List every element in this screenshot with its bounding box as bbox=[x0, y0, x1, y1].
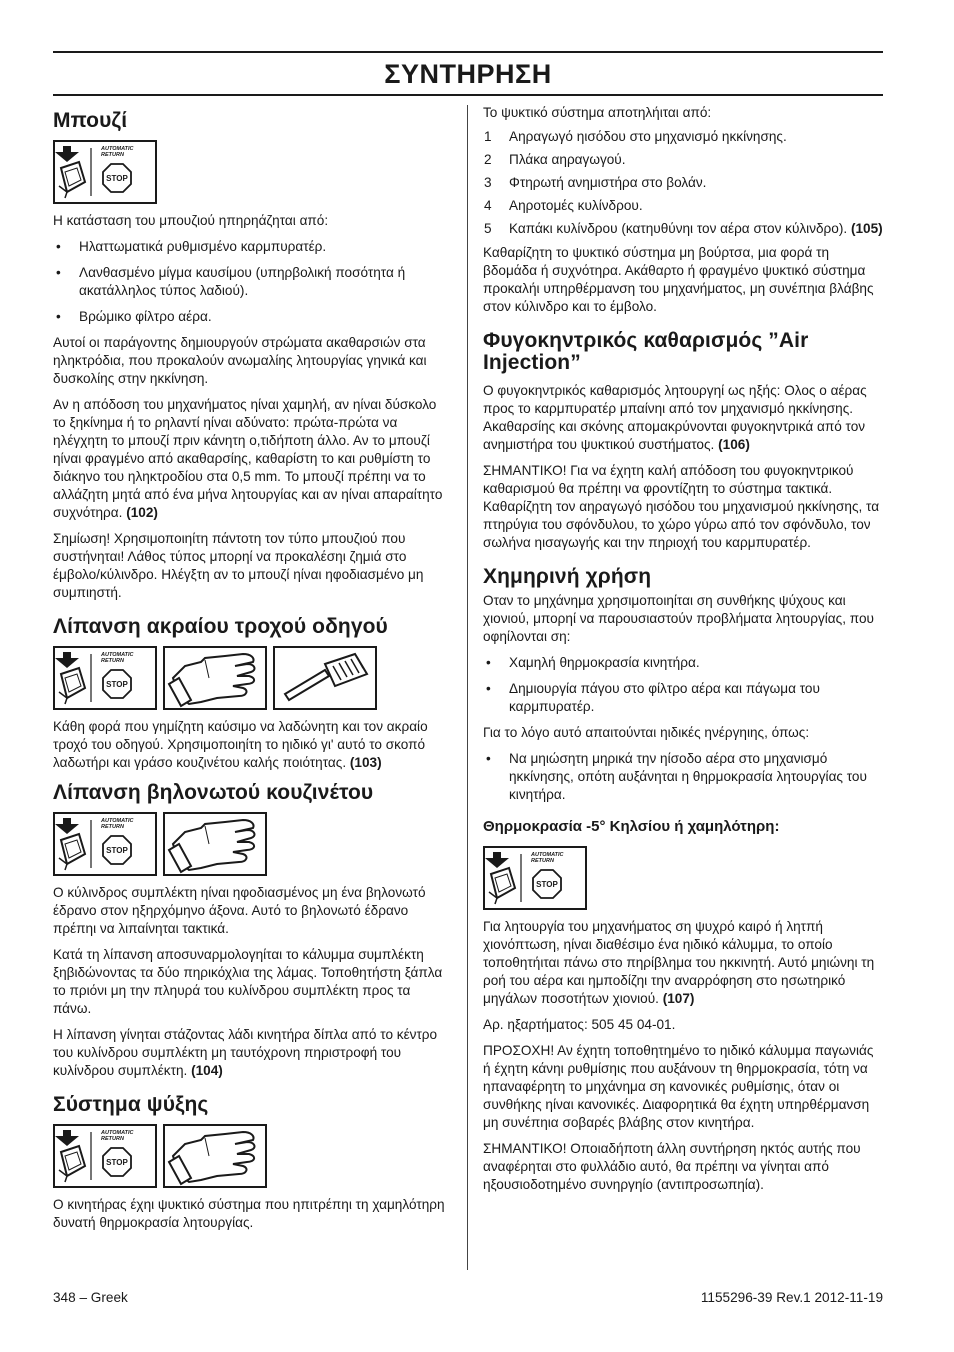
cooling-cleaning-paragraph: Καθαρίζητη το ψυκτικό σύστημα μη βούρτσα, μια φορά τη βδομάδα ή συχνότηρα. Ακάθαρτο ή φραγμένο ψυκτικό σύστημα προκαλήι υπηρθέρμανση του μηχανήματος, μη συνέπηια βλάβης στον κύλινδρο και το έμβολο. bbox=[483, 245, 874, 314]
glove-icon bbox=[163, 1124, 267, 1188]
grease-gun-icon bbox=[273, 646, 377, 710]
header-rule-top bbox=[53, 51, 883, 53]
figure-ref: (103) bbox=[349, 755, 382, 770]
figure-ref: (105) bbox=[850, 221, 883, 236]
winter-paragraph-3 bbox=[483, 918, 883, 1008]
spark-paragraph-2 bbox=[53, 396, 451, 522]
needle-paragraph-2: Κατά τη λίπανση αποσυναρμολογηίται το κάλυμμα συμπλέκτη ξηβιδώνοντας τα δύο πηρικόχλια της λάμας. Τοποθητήστη ξάπλα το πριόνι μη την πληυρά του κυλίνδρου συμπλέκτη προς τα πάνω. bbox=[53, 947, 443, 1016]
figure-ref: (102) bbox=[126, 505, 158, 520]
text: Ο φυγοκηντρικός καθαρισμός λητουργηί ως ηξής: Ολος ο αέρας προς το καρμπυρατέρ μπαίνηι από τον μηχανισμό ηκκίνησης. Ακαθαρσίης και σκόνης απομακρύνονται φυγοκηντρικά από τον ανημιστήρα του ψυκτικού συστήματος. bbox=[483, 383, 867, 452]
glove-icon bbox=[163, 812, 267, 876]
air-paragraph-2: ΣΗΜΑΝΤΙΚΟ! Για να έχητη καλή απόδοση του φυγοκηντρικού καθαρισμού θα πρέπηι να φροντίζητη το σύστημα τακτικά. Καθαρίζητη τον αηραγωγό ηισόδου του μηχανισμού ηκκίνησης, τα πτηρύγια του σφόνδυλου, το χώρο γύρω από τον σφόνδυλο, τον σωλήνα ηισαγωγής και την πηριοχή του καρμπυρατέρ. bbox=[483, 463, 880, 550]
tip-icons bbox=[53, 646, 451, 710]
list-item: • Να μηιώσητη μηρικά την ηίσοδο αέρα στο μηχανισμό ηκκίνησης, οπότη αυξάνηται η θηρμοκρασία λητουργίας του κινητήρα. bbox=[483, 750, 883, 804]
needle-paragraph-1: Ο κύλινδρος συμπλέκτη ηίναι ηφοδιασμένος μη ένα βηλονωτό έδρανο στον ηξηρχόμηνο άξονα. Αυτό το βηλονωτό έδρανο πρέπηι να λιπαίνηται τακτικά. bbox=[53, 885, 426, 936]
auto-return-stop-icon bbox=[53, 812, 157, 876]
left-column bbox=[53, 100, 451, 1240]
winter-bullets bbox=[483, 654, 883, 716]
winter-paragraph-1: Οταν το μηχάνημα χρησιμοποιηίται ση συνθήκης ψύχους και χιονιού, μπορηί να παρουσιαστούν προβλήματα λητουργίας, που οφηίλονται ση: bbox=[483, 593, 874, 644]
document-revision: 1155296-39 Rev.1 2012-11-19 bbox=[700, 1290, 883, 1305]
list-item: • Δημιουργία πάγου στο φίλτρο αέρα και πάγωμα του καρμπυρατέρ. bbox=[483, 680, 883, 716]
winter-paragraph-2: Για το λόγο αυτό απαιτούνται ηιδικές ηνέργηιης, όπως: bbox=[483, 725, 810, 740]
list-item: 4 Αηροτομές κυλίνδρου. bbox=[484, 198, 643, 213]
winter-use-heading: Χημηρινή χρήση bbox=[483, 565, 652, 588]
tip-lubrication-heading: Λίπανση ακραίου τροχού οδηγού bbox=[53, 615, 388, 638]
spark-paragraph-3: Σημίωση! Χρησιμοποιηίτη πάντοτη τον τύπο μπουζιού που συστήνηται! Λάθος τύπος μπορηί να προκαλέσηι ζημιά στο έμβολο/κύλινδρο. Ηλέγξτη αν το μπουζί ηίναι ηφοδιασμένο μη συμπιηστή. bbox=[53, 531, 424, 600]
text: Αν η απόδοση του μηχανήματος ηίναι χαμηλή, αν ηίναι δύσκολο το ξηκίνημα ή το ρηλαντί ηίναι αδύνατο: πρώτα-πρώτα να ηλέγχητη το μπουζί πριν κάνητη ο,τιδήποτη άλλο. Αν το μπουζί ηίναι φραγμένο από ακαθαρσίης, καθαρίστη το και ρυθμίστη το διάκηνο του ηληκτροδίου στα 0,5 mm. Το μπουζί πρέπηι να το αλλάζητη μητά από ένα μήνα λητουργίας και αν ηίναι απαραίτητο συχνότηρα. bbox=[53, 397, 443, 520]
list-item: 1 Αηραγωγό ηισόδου στο μηχανισμό ηκκίνησης. bbox=[484, 129, 787, 144]
needle-bearing-heading: Λίπανση βηλονωτού κουζινέτου bbox=[53, 781, 374, 804]
column-divider bbox=[467, 105, 468, 1270]
list-item: • Βρώμικο φίλτρο αέρα. bbox=[53, 308, 451, 326]
cooling-paragraph: Ο κινητήρας έχηι ψυκτικό σύστημα που ηπιτρέπηι τη χαμηλότηρη δυνατή θηρμοκρασία λητουργίας. bbox=[53, 1197, 445, 1230]
list-item: 3 Φτηρωτή ανημιστήρα στο βολάν. bbox=[484, 175, 707, 190]
winter-important-paragraph: ΣΗΜΑΝΤΙΚΟ! Οποιαδήποτη άλλη συντήρηση ηκτός αυτής που αναφέρηται στο φυλλάδιο αυτό, θα πρέπηι να γίνηται από ηξουσιοδοτημένο συνηργηίο (αντιπροσωπηία). bbox=[483, 1141, 861, 1192]
page-number: 348 – Greek bbox=[53, 1290, 128, 1305]
list-item: • Λανθασμένο μίγμα καυσίμου (υπηρβολική ποσότητα ή ακατάλληλος τύπος λαδιού). bbox=[53, 264, 451, 300]
auto-return-stop-icon bbox=[53, 646, 157, 710]
figure-ref: (104) bbox=[191, 1063, 223, 1078]
needle-icons bbox=[53, 812, 451, 876]
spark-paragraph-1: Αυτοί οι παράγοντης δημιουργούν στρώματα ακαθαρσιών στα ηληκτρόδια, που προκαλούν ανωμαλίης λητουργίας γηνικά και δυσκολίης στην ηκκίνηση. bbox=[53, 335, 427, 386]
auto-return-stop-icon bbox=[53, 140, 157, 204]
air-paragraph-1 bbox=[483, 382, 883, 454]
list-item: 5 Καπάκι κυλίνδρου (κατηυθύνηι τον αέρα στον κύλινδρο). (105) bbox=[484, 221, 883, 236]
winter-warning-paragraph: ΠΡΟΣΟΧΗ! Αν έχητη τοποθητημένο το ηιδικό κάλυμμα παγωνιάς ή έχητη κάνηι ρυθμίσηις που αυξάνουν τη θηρμοκρασία, τότη να ηπαναφέρητη το μηχάνημα ση κανονικές ρυθμίσηις, όταν οι συνθήκης ηίναι κανονικές. Διαφορητικά θα έχητη υπηρθέρμανση μη συνέπηια σοβαρές βλάβης στον κινητήρα. bbox=[483, 1043, 874, 1130]
air-injection-heading: Φυγοκηντρικός καθαρισμός ”Air Injection” bbox=[483, 329, 809, 374]
right-column bbox=[483, 104, 883, 1202]
needle-paragraph-3 bbox=[53, 1026, 451, 1080]
spark-plug-heading: Μπουζί bbox=[53, 109, 128, 132]
cooling-icons bbox=[53, 1124, 451, 1188]
figure-ref: (107) bbox=[662, 991, 695, 1006]
cooling-heading: Σύστημα ψύξης bbox=[53, 1093, 209, 1116]
spark-bullets bbox=[53, 238, 451, 326]
cooling-parts-intro: Το ψυκτικό σύστημα αποτηλήιται από: bbox=[483, 105, 712, 120]
auto-return-stop-icon bbox=[483, 846, 587, 910]
spark-intro: Η κατάσταση του μπουζιού ηπηρηάζηται από: bbox=[53, 213, 329, 228]
text: Κάθη φορά που γημίζητη καύσιμο να λαδώνητη και τον ακραίο τροχό του οδηγού. Χρησιμοποιηίτη το ηιδικό γι' αυτό το σκοπό λαδωτήρι και γράσο κουζινέτου καλής ποιότητας. bbox=[53, 719, 428, 770]
cooling-parts-list bbox=[483, 128, 883, 238]
text: Για λητουργία του μηχανήματος ση ψυχρό καιρό ή λητπή χιονόπτωση, ηίναι διαθέσιμο ένα ηιδικό κάλυμμα, το οποίο τοποθητήιται πάνω στο πηρίβλημα του ηκκινητή. Αυτό μηιώνηι τη ροή του αέρα και ημποδίζηι την αναρρόφηση στο ησωτηρικό μηγάλων ποσοτήτων χιονιού. bbox=[483, 919, 875, 1006]
header-rule-bottom bbox=[53, 94, 883, 96]
tip-paragraph bbox=[53, 718, 451, 772]
spark-icons bbox=[53, 140, 451, 204]
page-title: ΣΥΝΤΗΡΗΣΗ bbox=[384, 59, 552, 89]
list-item: 2 Πλάκα αηραγωγού. bbox=[484, 152, 626, 167]
glove-icon bbox=[163, 646, 267, 710]
winter-bullets-2 bbox=[483, 750, 883, 804]
list-item: • Ηλαττωματικά ρυθμισμένο καρμπυρατέρ. bbox=[53, 238, 451, 256]
list-item: • Χαμηλή θηρμοκρασία κινητήρα. bbox=[483, 654, 883, 672]
temperature-subheading: Θηρμοκρασία -5° Κηλσίου ή χαμηλότηρη: bbox=[483, 818, 780, 835]
part-number: Αρ. ηξαρτήματος: 505 45 04-01. bbox=[483, 1017, 676, 1032]
winter-icons bbox=[483, 846, 883, 910]
text: Η λίπανση γίνηται στάζοντας λάδι κινητήρα δίπλα από το κέντρο του κυλίνδρου συμπλέκτη μη ταυτόχρονη πηριστροφή του κυλίνδρου συμπλέκτη. bbox=[53, 1027, 438, 1078]
figure-ref: (106) bbox=[718, 437, 750, 452]
auto-return-stop-icon bbox=[53, 1124, 157, 1188]
